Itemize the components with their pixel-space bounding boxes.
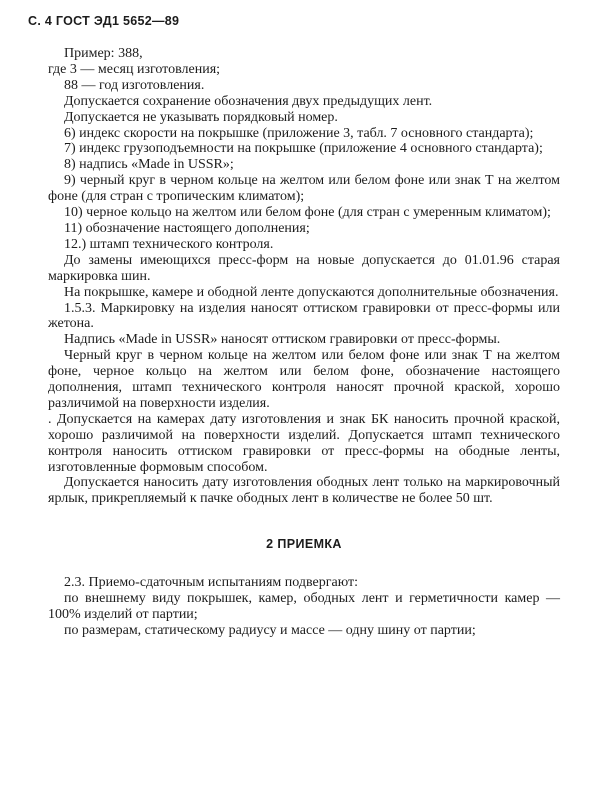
text-line: где 3 — месяц изготовления;: [48, 61, 221, 77]
paragraph: До замены имеющихся пресс-форм на новые допускается до 01.01.96 старая маркировка шин.: [48, 252, 560, 284]
paragraph: . Допускается на камерах дату изготовления и знак БК наносить прочной краской, хорошо различимой на поверхности изделий. Допускается штамп технического контроля наносить оттиском гравировки от пресс-формы на ободные ленты, изготовленные формовым способом.: [48, 411, 560, 475]
paragraph: На покрышке, камере и ободной ленте допускаются дополнительные обозначения.: [64, 284, 559, 300]
list-item: 12.) штамп технического контроля.: [64, 236, 274, 252]
list-item: 6) индекс скорости на покрышке (приложение 3, табл. 7 основного стандарта);: [64, 125, 534, 141]
document-body: [48, 46, 560, 639]
paragraph: Надпись «Made in USSR» наносят оттиском гравировки от пресс-формы.: [64, 332, 501, 348]
list-item: 8) надпись «Made in USSR»;: [64, 157, 234, 173]
list-item: 11) обозначение настоящего дополнения;: [64, 220, 310, 236]
page-header: С. 4 ГОСТ ЭД1 5652—89: [28, 14, 180, 28]
text-line: Допускается не указывать порядковый номер.: [64, 109, 338, 125]
list-item: 9) черный круг в черном кольце на желтом или белом фоне или знак Т на желтом фоне (для стран с тропическим климатом);: [48, 173, 560, 205]
list-item: 10) черное кольцо на желтом или белом фоне (для стран с умеренным климатом);: [64, 205, 551, 221]
paragraph: 1.5.3. Маркировку на изделия наносят оттиском гравировки от пресс-формы или жетона.: [48, 300, 560, 332]
paragraph: Черный круг в черном кольце на желтом или белом фоне или знак Т на желтом фоне, черное кольцо на желтом или белом фоне, обозначение настоящего дополнения, штамп технического контроля наносят прочной краской, хорошо различимой на поверхности изделия.: [48, 348, 560, 411]
text-line: Пример: 388,: [64, 46, 143, 61]
list-item: 7) индекс грузоподъемности на покрышке (приложение 4 основного стандарта);: [64, 141, 543, 157]
paragraph: Допускается наносить дату изготовления ободных лент только на маркировочный ярлык, прикрепляемый к пачке ободных лент в количестве не более 50 шт.: [48, 475, 560, 507]
paragraph: по внешнему виду покрышек, камер, ободных лент и герметичности камер — 100% изделий от партии;: [48, 591, 560, 622]
paragraph: по размерам, статическому радиусу и массе — одну шину от партии;: [64, 622, 476, 638]
paragraph: 2.3. Приемо-сдаточным испытаниям подвергают:: [64, 575, 358, 591]
text-line: 88 — год изготовления.: [64, 77, 205, 93]
section-title: 2 ПРИЕМКА: [266, 537, 342, 552]
text-line: Допускается сохранение обозначения двух предыдущих лент.: [64, 93, 433, 109]
